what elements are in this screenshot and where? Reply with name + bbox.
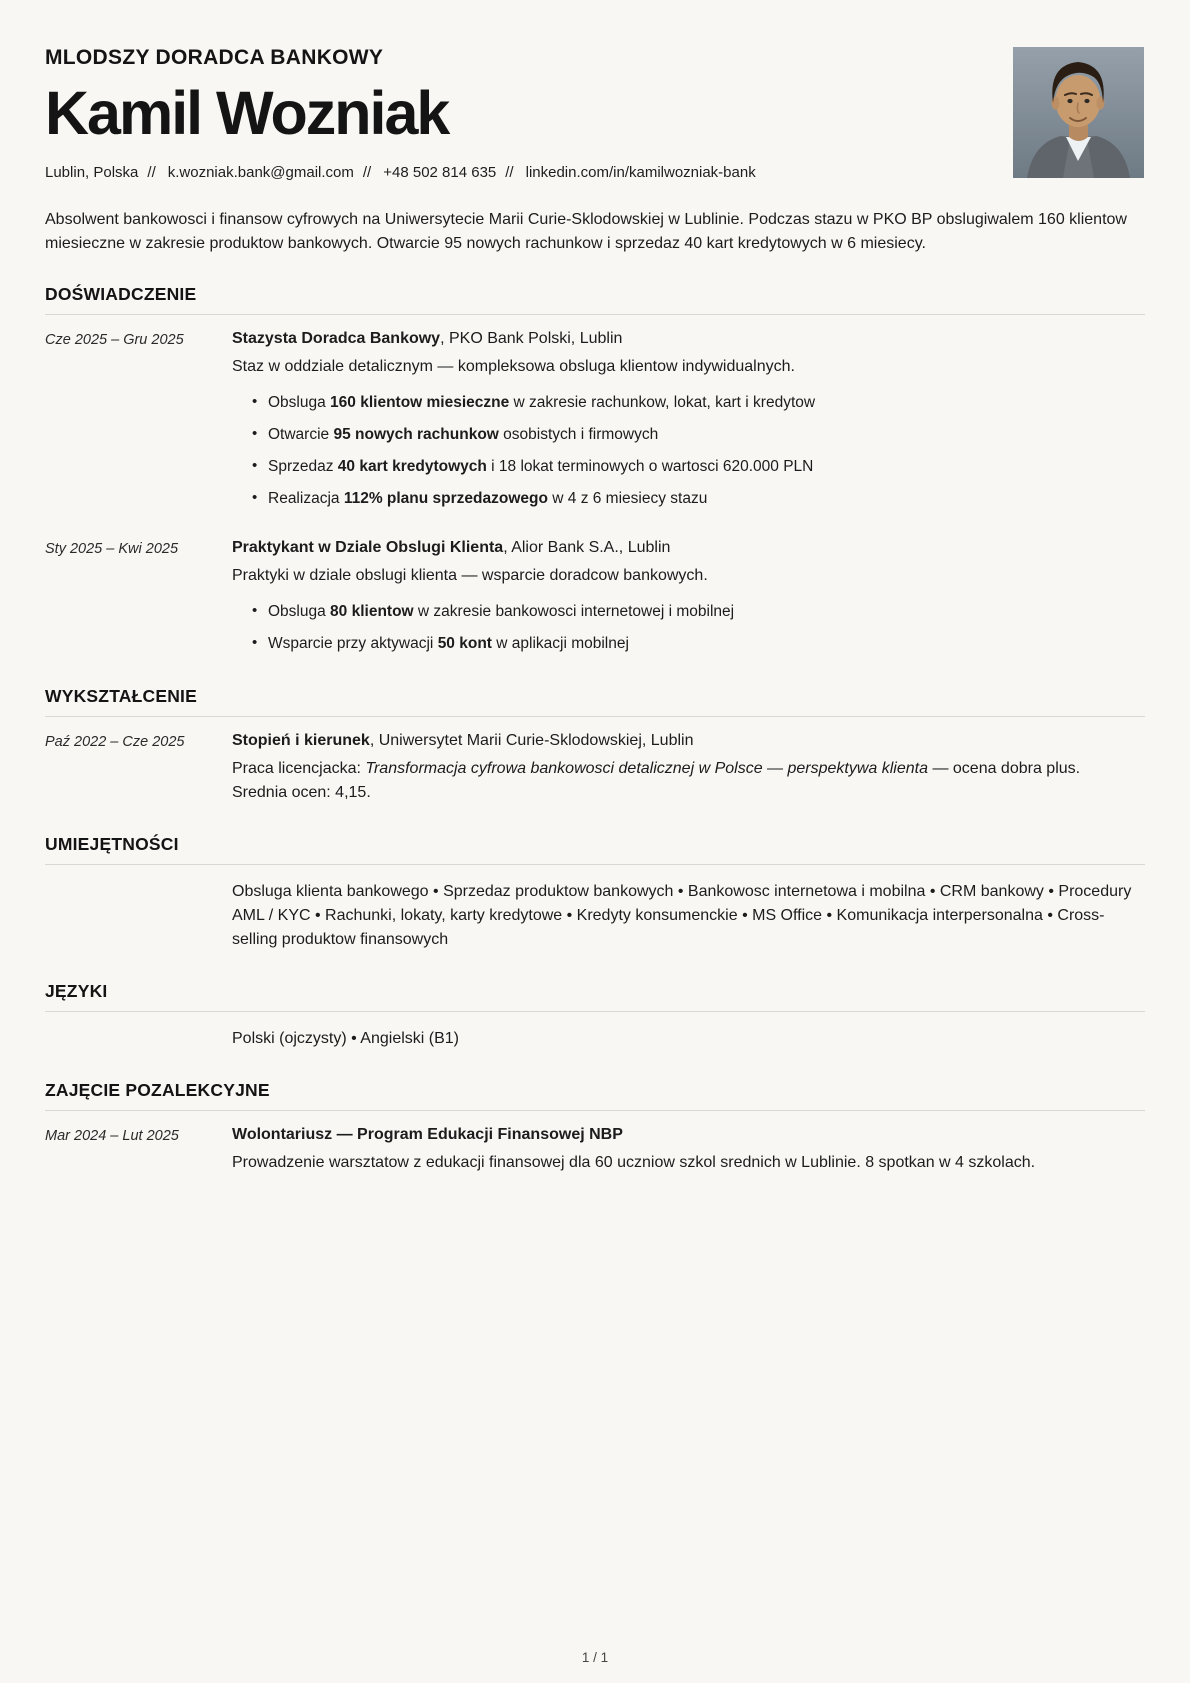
entry-content [232,732,1145,805]
entry-description [232,564,1145,588]
entry-heading [232,732,1145,750]
entry-description [232,1027,1145,1051]
entry-description [232,355,1145,379]
text-run: i 18 lokat terminowych o wartosci 620.000 PLN [486,458,814,476]
text-run: , Uniwersytet Marii Curie-Sklodowskiej, Lublin [369,731,694,749]
entry-description [232,1151,1145,1175]
text-run: 95 nowych rachunkow [333,426,499,444]
entry-content [232,1027,1145,1051]
contact-separator: // [362,164,372,181]
sections-container [45,284,1145,1175]
portrait-illustration [1013,47,1144,178]
section [45,284,1145,657]
text-run: osobistych i firmowych [498,426,659,444]
role-label: MLODSZY DORADCA BANKOWY [45,46,384,69]
text-run: 40 kart kredytowych [337,458,487,476]
text-run: Polski (ojczysty) • Angielski (B1) [232,1029,459,1047]
entry-heading [232,1126,1145,1144]
section [45,834,1145,952]
bullet-item [232,602,1145,623]
bullet-item [232,393,1145,414]
text-run: , Alior Bank S.A., Lublin [503,539,671,557]
summary-text: Absolwent bankowosci i finansow cyfrowych na Uniwersytecie Marii Curie-Sklodowskiej w Lublinie. Podczas stazu w PKO BP obslugiwalem 160 klientow miesieczne w zakresie produktow bankowych. Otwarcie 95 nowych rachunkow i sprzedaz 40 kart kredytowych w 6 miesiecy. [45,211,1127,252]
text-run: Obsluga klienta bankowego • Sprzedaz produktow bankowych • Bankowosc internetowa i mobilna • CRM bankowy • Procedury AML / KYC • Rachunki, lokaty, karty kredytowe • Kredyty konsumenckie • MS Office • Komunikacja interpersonalna • Cross-selling produktow finansowych [232,882,1132,948]
text-run: Stazysta Doradca Bankowy [232,330,441,348]
text-run: Wsparcie przy aktywacji [268,634,438,652]
section-title: UMIEJĘTNOŚCI [45,833,179,854]
text-run: 80 klientow [330,603,414,621]
entry-content [232,880,1145,952]
text-run: w zakresie rachunkow, lokat, kart i kredytow [509,394,816,412]
contact-separator: // [505,164,514,181]
entry-date: Paź 2022 – Cze 2025 [45,733,185,750]
contact-item: k.wozniak.bank@gmail.com [167,164,354,181]
text-run: Sprzedaz [268,458,338,476]
bullet-item [232,489,1145,510]
entry-bullets [232,602,1145,655]
text-run: Obsluga [268,394,331,412]
text-run: Praktykant w Dziale Obslugi Klienta [232,539,504,557]
text-run: — ocena dobra plus. [928,759,1081,777]
contact-line [45,164,1145,181]
text-run: Praca licencjacka: [232,759,366,777]
entry-row [45,315,1145,512]
entry-date: Sty 2025 – Kwi 2025 [45,541,179,558]
section [45,1080,1145,1175]
text-run: w aplikacji mobilnej [491,634,629,652]
bullet-item [232,634,1145,655]
text-run: w 4 z 6 miesiecy stazu [547,490,708,508]
entry-description [232,880,1145,952]
entry-row [45,524,1145,657]
text-run: 160 klientow miesieczne [330,394,510,412]
entry-date: Cze 2025 – Gru 2025 [45,332,184,349]
contact-item: +48 502 814 635 [383,164,497,181]
page-number: 1 / 1 [581,1650,609,1665]
text-run: Prowadzenie warsztatow z edukacji finansowej dla 60 uczniow szkol srednich w Lublinie. 8 spotkan w 4 szkolach. [232,1153,1036,1171]
text-run: Praktyki w dziale obslugi klienta — wsparcie doradcow bankowych. [232,567,708,585]
contact-separator: // [147,164,156,181]
entry-heading [232,539,1145,557]
text-run: Obsluga [268,603,331,621]
entry-row [45,865,1145,952]
entry-row [45,1111,1145,1175]
bullet-item [232,457,1145,478]
bullet-item [232,425,1145,446]
entry-bullets [232,393,1145,510]
text-run: Otwarcie [268,426,334,444]
section-title: JĘZYKI [45,980,108,1001]
entry-row [45,717,1145,805]
text-run: Stopień i kierunek [232,731,370,749]
entry-description [232,757,1145,805]
text-run: Srednia ocen: 4,15. [232,783,371,801]
text-run: 112% planu sprzedazowego [343,490,548,508]
entry-date [45,1027,232,1051]
resume-header [45,46,1145,181]
section [45,981,1145,1051]
text-run: Wolontariusz — Program Edukacji Finansowej NBP [232,1125,623,1143]
contact-item: linkedin.com/in/kamilwozniak-bank [525,164,756,181]
text-run: 50 kont [437,634,492,652]
contact-item: Lublin, Polska [45,164,139,181]
section-title: ZAJĘCIE POZALEKCYJNE [45,1079,270,1100]
section-title: DOŚWIADCZENIE [45,284,197,305]
text-run: Realizacja [268,490,344,508]
entry-date [45,880,232,952]
entry-heading [232,330,1145,348]
person-name: Kamil Wozniak [45,79,449,147]
entry-row [45,1012,1145,1051]
section [45,686,1145,805]
entry-date: Mar 2024 – Lut 2025 [45,1127,179,1144]
profile-photo [1013,47,1144,178]
entry-content [232,1126,1145,1175]
entry-content [232,330,1145,512]
entry-content [232,539,1145,657]
text-run: Staz w oddziale detalicznym — kompleksowa obsluga klientow indywidualnych. [232,358,795,376]
text-run: w zakresie bankowosci internetowej i mobilnej [413,603,735,621]
text-run: , PKO Bank Polski, Lublin [440,330,623,348]
section-title: WYKSZTAŁCENIE [45,685,197,706]
text-run: Transformacja cyfrowa bankowosci detalicznej w Polsce — perspektywa klienta [365,759,928,777]
